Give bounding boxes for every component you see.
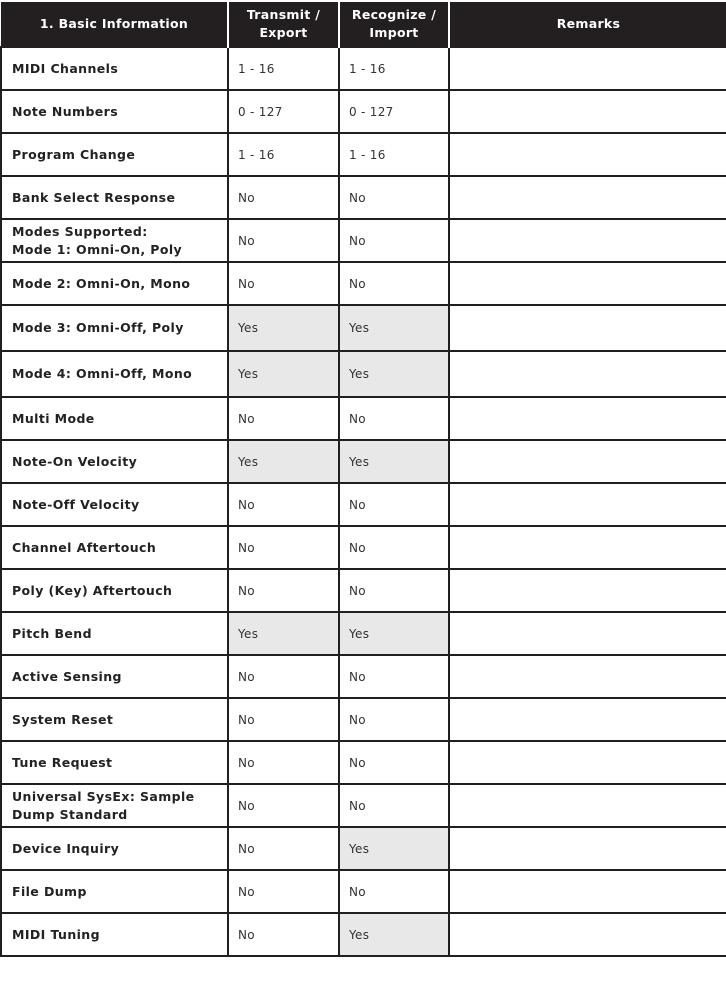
remarks-cell [449, 741, 726, 784]
parameter-label: Bank Select Response [1, 176, 228, 219]
remarks-cell [449, 784, 726, 827]
table-row [1, 305, 726, 351]
remarks-cell [449, 612, 726, 655]
remarks-cell [449, 176, 726, 219]
table-row [1, 351, 726, 397]
recognize-value: No [339, 176, 449, 219]
remarks-cell [449, 262, 726, 305]
remarks-cell [449, 698, 726, 741]
table-row [1, 47, 726, 90]
remarks-cell [449, 219, 726, 262]
remarks-cell [449, 133, 726, 176]
table-row [1, 569, 726, 612]
transmit-value: Yes [228, 612, 339, 655]
recognize-value: No [339, 870, 449, 913]
remarks-cell [449, 47, 726, 90]
transmit-value: Yes [228, 305, 339, 351]
table-row [1, 827, 726, 870]
transmit-value: No [228, 526, 339, 569]
parameter-label: Mode 2: Omni-On, Mono [1, 262, 228, 305]
parameter-label: Modes Supported: Mode 1: Omni-On, Poly [1, 219, 228, 262]
recognize-value: No [339, 219, 449, 262]
table-row [1, 913, 726, 956]
remarks-cell [449, 305, 726, 351]
transmit-value: 1 - 16 [228, 47, 339, 90]
recognize-value: No [339, 262, 449, 305]
recognize-value: Yes [339, 827, 449, 870]
remarks-cell [449, 440, 726, 483]
parameter-label: Mode 3: Omni-Off, Poly [1, 305, 228, 351]
recognize-value: No [339, 698, 449, 741]
table-row [1, 262, 726, 305]
remarks-cell [449, 90, 726, 133]
transmit-value: No [228, 698, 339, 741]
recognize-value: No [339, 397, 449, 440]
parameter-label: Program Change [1, 133, 228, 176]
transmit-value: Yes [228, 440, 339, 483]
transmit-value: No [228, 655, 339, 698]
recognize-value: No [339, 526, 449, 569]
table-row [1, 90, 726, 133]
parameter-label: MIDI Channels [1, 47, 228, 90]
table-row [1, 526, 726, 569]
recognize-value: Yes [339, 351, 449, 397]
remarks-cell [449, 655, 726, 698]
table-row [1, 698, 726, 741]
recognize-value: 1 - 16 [339, 133, 449, 176]
remarks-cell [449, 397, 726, 440]
parameter-label: MIDI Tuning [1, 913, 228, 956]
parameter-label: Active Sensing [1, 655, 228, 698]
transmit-value: 0 - 127 [228, 90, 339, 133]
parameter-label: Channel Aftertouch [1, 526, 228, 569]
recognize-value: No [339, 655, 449, 698]
table-row [1, 219, 726, 262]
parameter-label: Universal SysEx: Sample Dump Standard [1, 784, 228, 827]
transmit-value: No [228, 262, 339, 305]
transmit-value: No [228, 219, 339, 262]
transmit-value: No [228, 483, 339, 526]
parameter-label: Poly (Key) Aftertouch [1, 569, 228, 612]
parameter-label: Note-Off Velocity [1, 483, 228, 526]
header-basic-information: 1. Basic Information [1, 2, 228, 47]
transmit-value: No [228, 741, 339, 784]
header-remarks: Remarks [449, 2, 726, 47]
transmit-value: No [228, 176, 339, 219]
transmit-value: No [228, 569, 339, 612]
remarks-cell [449, 913, 726, 956]
remarks-cell [449, 526, 726, 569]
header-transmit-export: Transmit / Export [228, 2, 339, 47]
recognize-value: 1 - 16 [339, 47, 449, 90]
transmit-value: No [228, 397, 339, 440]
table-row [1, 176, 726, 219]
recognize-value: No [339, 741, 449, 784]
midi-implementation-table [0, 2, 726, 957]
table-row [1, 612, 726, 655]
remarks-cell [449, 569, 726, 612]
remarks-cell [449, 351, 726, 397]
parameter-label: Note Numbers [1, 90, 228, 133]
recognize-value: No [339, 569, 449, 612]
table-row [1, 397, 726, 440]
table-row [1, 133, 726, 176]
table-row [1, 655, 726, 698]
parameter-label: Mode 4: Omni-Off, Mono [1, 351, 228, 397]
parameter-label: Multi Mode [1, 397, 228, 440]
recognize-value: Yes [339, 305, 449, 351]
remarks-cell [449, 827, 726, 870]
transmit-value: Yes [228, 351, 339, 397]
remarks-cell [449, 483, 726, 526]
recognize-value: No [339, 784, 449, 827]
header-row [1, 2, 726, 47]
header-recognize-import: Recognize / Import [339, 2, 449, 47]
table-row [1, 784, 726, 827]
parameter-label: Device Inquiry [1, 827, 228, 870]
parameter-label: Note-On Velocity [1, 440, 228, 483]
transmit-value: No [228, 870, 339, 913]
table-row [1, 741, 726, 784]
table-row [1, 483, 726, 526]
table-row [1, 440, 726, 483]
recognize-value: Yes [339, 440, 449, 483]
parameter-label: Tune Request [1, 741, 228, 784]
transmit-value: No [228, 827, 339, 870]
transmit-value: No [228, 784, 339, 827]
recognize-value: Yes [339, 612, 449, 655]
transmit-value: No [228, 913, 339, 956]
transmit-value: 1 - 16 [228, 133, 339, 176]
recognize-value: Yes [339, 913, 449, 956]
table-row [1, 870, 726, 913]
remarks-cell [449, 870, 726, 913]
parameter-label: File Dump [1, 870, 228, 913]
recognize-value: 0 - 127 [339, 90, 449, 133]
recognize-value: No [339, 483, 449, 526]
parameter-label: System Reset [1, 698, 228, 741]
parameter-label: Pitch Bend [1, 612, 228, 655]
